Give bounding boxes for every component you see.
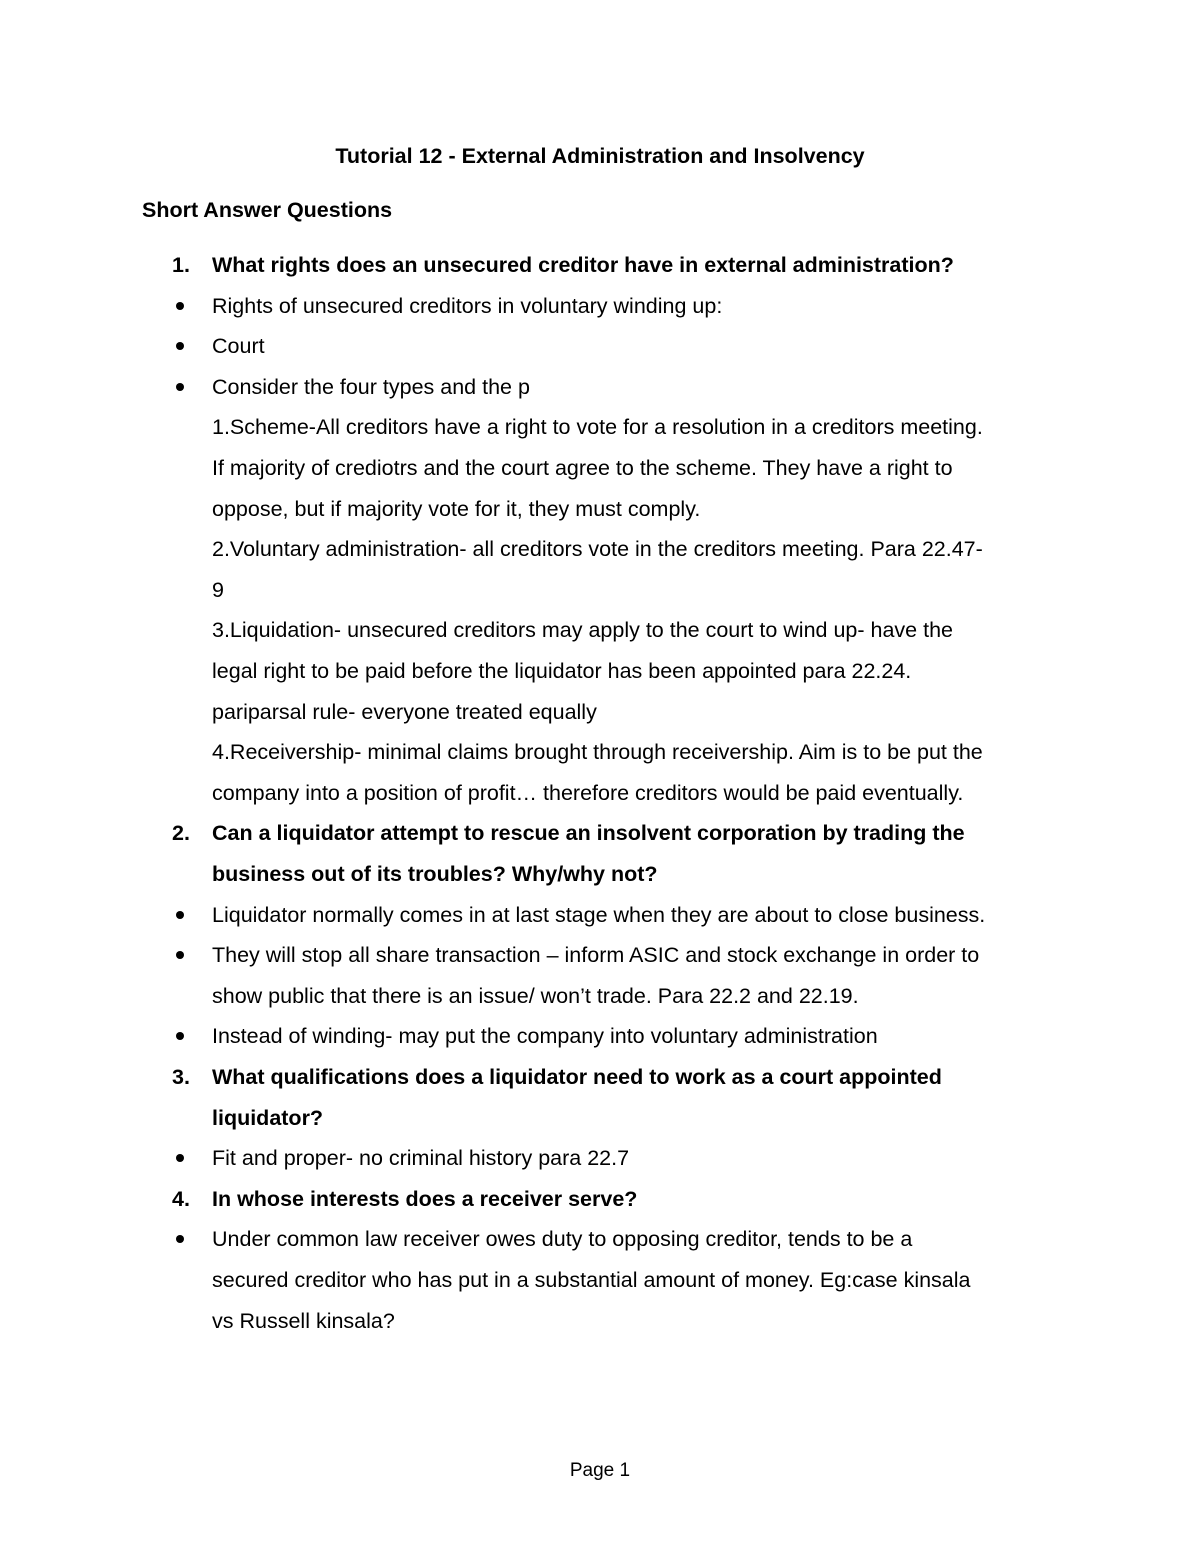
answer-text: 4.Receivership- minimal claims brought through receivership. Aim is to be put the [212, 740, 983, 765]
question-line [0, 1185, 1200, 1225]
bullet-line [0, 941, 1200, 981]
question-line [0, 251, 1200, 291]
text-line [0, 495, 1200, 535]
question-number: 2. [172, 821, 190, 846]
question-number: 1. [172, 253, 190, 277]
answer-text: Under common law receiver owes duty to opposing creditor, tends to be a [212, 1227, 913, 1252]
question-line [0, 1063, 1200, 1103]
answer-text: vs Russell kinsala? [212, 1308, 395, 1333]
question-text: What qualifications does a liquidator need to work as a court appointed [212, 1065, 942, 1089]
bullet-icon [176, 342, 184, 350]
answer-text: company into a position of profit… therefore creditors would be paid eventually. [212, 780, 964, 805]
text-line [0, 413, 1200, 453]
answer-text: Instead of winding- may put the company into voluntary administration [212, 1024, 878, 1049]
bullet-icon [176, 911, 184, 919]
question-line [0, 819, 1200, 859]
bullet-icon [176, 383, 184, 391]
answer-text: secured creditor who has put in a substantial amount of money. Eg:case kinsala [212, 1268, 971, 1292]
text-line [0, 779, 1200, 819]
bullet-line [0, 292, 1200, 332]
text-line [0, 982, 1200, 1022]
answer-text: oppose, but if majority vote for it, they must comply. [212, 496, 701, 521]
text-line [0, 576, 1200, 616]
bullet-line [0, 1144, 1200, 1184]
text-line [0, 657, 1200, 697]
answer-text: 9 [212, 577, 224, 602]
question-text: Can a liquidator attempt to rescue an insolvent corporation by trading the [212, 821, 965, 846]
question-text: liquidator? [212, 1105, 324, 1130]
text-line [0, 698, 1200, 738]
text-line [0, 860, 1200, 900]
answer-text: Fit and proper- no criminal history para 22.7 [212, 1146, 630, 1171]
page-footer: Page 1 [569, 1460, 631, 1481]
answer-text: 1.Scheme-All creditors have a right to vote for a resolution in a creditors meeting. [212, 415, 983, 440]
answer-text: Liquidator normally comes in at last stage when they are about to close business. [212, 902, 986, 927]
answer-text: 2.Voluntary administration- all creditors vote in the creditors meeting. Para 22.47- [212, 537, 983, 562]
bullet-line [0, 901, 1200, 941]
text-line [0, 1104, 1200, 1144]
question-text: In whose interests does a receiver serve? [212, 1186, 638, 1211]
answer-text: They will stop all share transaction – inform ASIC and stock exchange in order to [212, 943, 980, 968]
question-text: What rights does an unsecured creditor have in external administration? [212, 253, 954, 277]
answer-text: Consider the four types and the p [212, 374, 530, 399]
answer-text: pariparsal rule- everyone treated equally [212, 699, 597, 724]
question-number: 4. [172, 1186, 190, 1211]
answer-text: Court [212, 334, 265, 359]
text-line [0, 1266, 1200, 1306]
question-number: 3. [172, 1065, 190, 1089]
bullet-icon [176, 1154, 184, 1162]
text-line [0, 738, 1200, 778]
answer-text: If majority of crediotrs and the court agree to the scheme. They have a right to [212, 456, 953, 480]
text-line [0, 454, 1200, 494]
bullet-icon [176, 951, 184, 959]
document-title: Tutorial 12 - External Administration and Insolvency [335, 144, 865, 168]
bullet-line [0, 1225, 1200, 1265]
bullet-line [0, 1022, 1200, 1062]
bullet-icon [176, 1235, 184, 1243]
bullet-icon [176, 302, 184, 310]
bullet-icon [176, 1032, 184, 1040]
section-heading: Short Answer Questions [142, 198, 393, 222]
answer-text: Rights of unsecured creditors in voluntary winding up: [212, 293, 723, 318]
answer-text: show public that there is an issue/ won’t trade. Para 22.2 and 22.19. [212, 983, 859, 1008]
text-line [0, 535, 1200, 575]
text-line [0, 616, 1200, 656]
text-line [0, 1307, 1200, 1347]
answer-text: 3.Liquidation- unsecured creditors may apply to the court to wind up- have the [212, 618, 953, 643]
answer-text: legal right to be paid before the liquidator has been appointed para 22.24. [212, 659, 912, 683]
bullet-line [0, 373, 1200, 413]
bullet-line [0, 332, 1200, 372]
question-text: business out of its troubles? Why/why not? [212, 862, 658, 886]
